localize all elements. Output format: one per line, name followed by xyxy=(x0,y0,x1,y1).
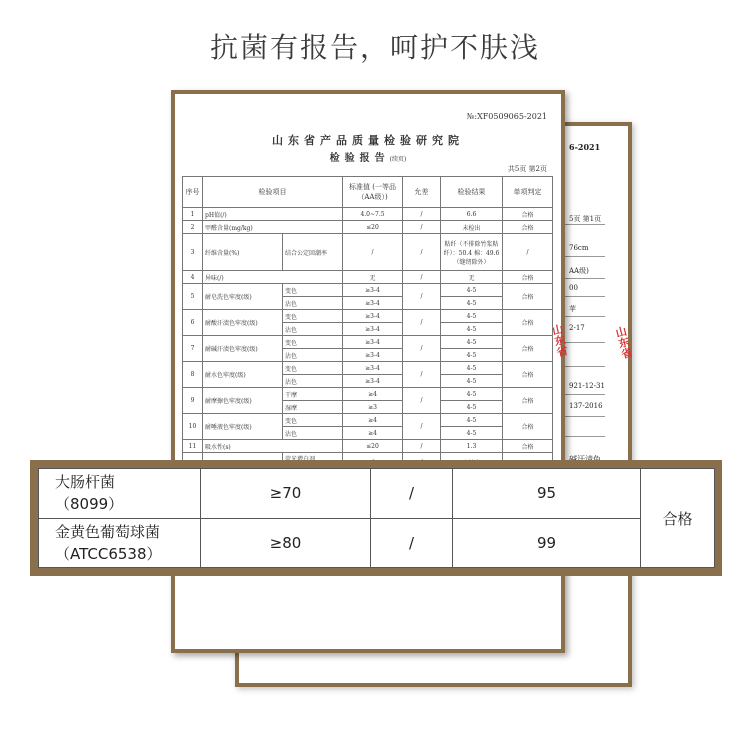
row-no: 10 xyxy=(183,414,203,440)
table-row xyxy=(183,208,553,221)
table-row xyxy=(39,469,715,519)
row-no: 2 xyxy=(183,221,203,234)
table-row xyxy=(39,518,715,568)
back-rule xyxy=(561,394,605,395)
bacteria-name: 大肠杆菌 xyxy=(55,473,116,492)
row-sub: 沾色 xyxy=(283,427,343,440)
row-standard: ≥4 xyxy=(343,427,403,440)
report-title-suffix: (续页) xyxy=(389,156,407,163)
row-sub: 沾色 xyxy=(283,375,343,388)
row-no: 3 xyxy=(183,234,203,271)
standard-value: ≥80 xyxy=(201,518,371,568)
back-line: 137-2016 xyxy=(569,402,603,410)
back-doc-no: 6-2021 xyxy=(569,142,601,152)
row-sub: 湿摩 xyxy=(283,401,343,414)
row-result: 4-5 xyxy=(441,297,503,310)
back-line: 921-12-31 xyxy=(569,382,605,390)
zoom-overlay xyxy=(30,460,722,576)
row-result: 4-5 xyxy=(441,310,503,323)
row-standard: ≥3-4 xyxy=(343,362,403,375)
row-standard: ≥3-4 xyxy=(343,284,403,297)
header-result: 检验结果 xyxy=(441,177,503,208)
row-sub: 干摩 xyxy=(283,388,343,401)
row-result: 无 xyxy=(441,271,503,284)
row-tolerance: / xyxy=(403,336,441,362)
tolerance-value: / xyxy=(371,518,453,568)
row-tolerance: / xyxy=(403,271,441,284)
row-standard: ≤20 xyxy=(343,221,403,234)
row-no: 5 xyxy=(183,284,203,310)
table-row xyxy=(183,336,553,349)
row-standard: ≥3-4 xyxy=(343,336,403,349)
verdict-value: 合格 xyxy=(641,469,715,568)
header-no: 序号 xyxy=(183,177,203,208)
row-verdict: 合格 xyxy=(503,208,553,221)
row-standard: / xyxy=(343,234,403,271)
row-verdict: 合格 xyxy=(503,310,553,336)
table-row xyxy=(183,310,553,323)
row-no: 8 xyxy=(183,362,203,388)
row-verdict: / xyxy=(503,234,553,271)
row-standard: ≥4 xyxy=(343,414,403,427)
back-line: 76cm xyxy=(569,244,589,252)
row-tolerance: / xyxy=(403,234,441,271)
row-tolerance: / xyxy=(403,362,441,388)
back-line: 苹 xyxy=(569,305,576,313)
header-verdict: 单项判定 xyxy=(503,177,553,208)
row-result: 4-5 xyxy=(441,323,503,336)
row-sub: 沾色 xyxy=(283,297,343,310)
row-verdict: 合格 xyxy=(503,336,553,362)
row-no: 1 xyxy=(183,208,203,221)
row-no: 11 xyxy=(183,440,203,453)
row-item: 吸水性(s) xyxy=(203,440,343,453)
row-item: 耐皂洗色牢度(级) xyxy=(203,284,283,310)
bacteria-code: （8099） xyxy=(55,495,124,514)
row-item: 耐水色牢度(级) xyxy=(203,362,283,388)
row-item: 甲醛含量(mg/kg) xyxy=(203,221,343,234)
row-no: 4 xyxy=(183,271,203,284)
row-item: 耐酸汗渍色牢度(级) xyxy=(203,310,283,336)
back-rule xyxy=(561,256,605,257)
row-tolerance: / xyxy=(403,414,441,440)
row-standard: ≥3 xyxy=(343,401,403,414)
row-result: 4-5 xyxy=(441,362,503,375)
row-item: 耐摩擦色牢度(级) xyxy=(203,388,283,414)
row-sub: 沾色 xyxy=(283,323,343,336)
page-info: 共5页 第2页 xyxy=(507,165,547,173)
row-verdict: 合格 xyxy=(503,362,553,388)
organization-name: 山东省产品质量检验研究院 xyxy=(272,134,464,147)
row-item: 纤维含量(%) xyxy=(203,234,283,271)
back-line: AA级) xyxy=(569,267,589,275)
row-item: pH值(/) xyxy=(203,208,343,221)
table-row xyxy=(183,440,553,453)
bacteria-name: 金黄色葡萄球菌 xyxy=(55,522,161,541)
document-number: №:XF0509065-2021 xyxy=(466,112,547,121)
row-sub: 结合公定回潮率 xyxy=(283,234,343,271)
row-result: 4-5 xyxy=(441,336,503,349)
result-value: 99 xyxy=(453,518,641,568)
row-item: 耐碱汗渍色牢度(级) xyxy=(203,336,283,362)
row-tolerance: / xyxy=(403,310,441,336)
table-row xyxy=(183,388,553,401)
row-sub: 变色 xyxy=(283,336,343,349)
row-standard: ≤20 xyxy=(343,440,403,453)
row-result: 4-5 xyxy=(441,375,503,388)
row-tolerance: / xyxy=(403,221,441,234)
row-item: 异味(/) xyxy=(203,271,343,284)
bacteria-name-cell xyxy=(39,518,201,568)
row-result: 4-5 xyxy=(441,349,503,362)
red-stamp: 山东省 xyxy=(612,324,635,360)
table-row xyxy=(183,234,553,271)
standard-value: ≥70 xyxy=(201,469,371,519)
row-item: 耐唾液色牢度(级) xyxy=(203,414,283,440)
back-page-info: 5页 第1页 xyxy=(569,215,602,223)
result-value: 95 xyxy=(453,469,641,519)
row-result: 未检出 xyxy=(441,221,503,234)
row-standard: ≥3-4 xyxy=(343,323,403,336)
row-sub: 变色 xyxy=(283,414,343,427)
row-standard: ≥3-4 xyxy=(343,375,403,388)
row-standard: ≥4 xyxy=(343,388,403,401)
row-result: 4-5 xyxy=(441,401,503,414)
tolerance-value: / xyxy=(371,469,453,519)
row-standard: ≥3-4 xyxy=(343,310,403,323)
report-title xyxy=(175,149,561,164)
table-row xyxy=(183,284,553,297)
table-row xyxy=(183,221,553,234)
row-result: 4-5 xyxy=(441,388,503,401)
row-verdict: 合格 xyxy=(503,221,553,234)
header-standard: 标准值 (一等品（AA级）) xyxy=(343,177,403,208)
header-tolerance: 允差 xyxy=(403,177,441,208)
row-sub: 变色 xyxy=(283,310,343,323)
back-rule xyxy=(561,436,605,437)
report-title-text: 检验报告 xyxy=(329,153,390,164)
row-standard: ≥3-4 xyxy=(343,349,403,362)
table-row xyxy=(183,414,553,427)
row-result: 6.6 xyxy=(441,208,503,221)
antibacterial-table xyxy=(38,468,715,568)
table-row xyxy=(183,362,553,375)
header-item: 检验项目 xyxy=(203,177,343,208)
row-verdict: 合格 xyxy=(503,388,553,414)
red-stamp: 山东省 xyxy=(549,322,570,358)
row-sub: 变色 xyxy=(283,284,343,297)
row-verdict: 合格 xyxy=(503,440,553,453)
row-no: 6 xyxy=(183,310,203,336)
back-line: 00 xyxy=(569,284,578,292)
bacteria-code: （ATCC6538） xyxy=(55,544,162,563)
bacteria-name-cell xyxy=(39,469,201,519)
report-table-body xyxy=(183,208,553,453)
back-line: 2-17 xyxy=(569,324,585,332)
row-verdict: 合格 xyxy=(503,284,553,310)
row-result: 粘纤（不排除竹浆粘纤）：50.4 棉：49.6 （缝纫除外） xyxy=(441,234,503,271)
row-verdict: 合格 xyxy=(503,271,553,284)
row-standard: 无 xyxy=(343,271,403,284)
row-tolerance: / xyxy=(403,208,441,221)
row-tolerance: / xyxy=(403,284,441,310)
back-rule xyxy=(561,224,605,225)
back-rule xyxy=(561,366,605,367)
back-rule xyxy=(561,296,605,297)
row-no: 9 xyxy=(183,388,203,414)
row-result: 1.3 xyxy=(441,440,503,453)
row-tolerance: / xyxy=(403,440,441,453)
report-table xyxy=(182,176,553,491)
row-result: 4-5 xyxy=(441,284,503,297)
table-header-row xyxy=(183,177,553,208)
back-rule xyxy=(561,416,605,417)
row-standard: ≥3-4 xyxy=(343,297,403,310)
row-result: 4-5 xyxy=(441,414,503,427)
row-sub: 沾色 xyxy=(283,349,343,362)
back-rule xyxy=(561,316,605,317)
row-standard: 4.0~7.5 xyxy=(343,208,403,221)
row-tolerance: / xyxy=(403,388,441,414)
row-no: 7 xyxy=(183,336,203,362)
row-verdict: 合格 xyxy=(503,414,553,440)
row-sub: 变色 xyxy=(283,362,343,375)
page-headline: 抗菌有报告，呵护不肤浅 xyxy=(209,31,540,64)
table-row xyxy=(183,271,553,284)
row-result: 4-5 xyxy=(441,427,503,440)
back-rule xyxy=(561,278,605,279)
